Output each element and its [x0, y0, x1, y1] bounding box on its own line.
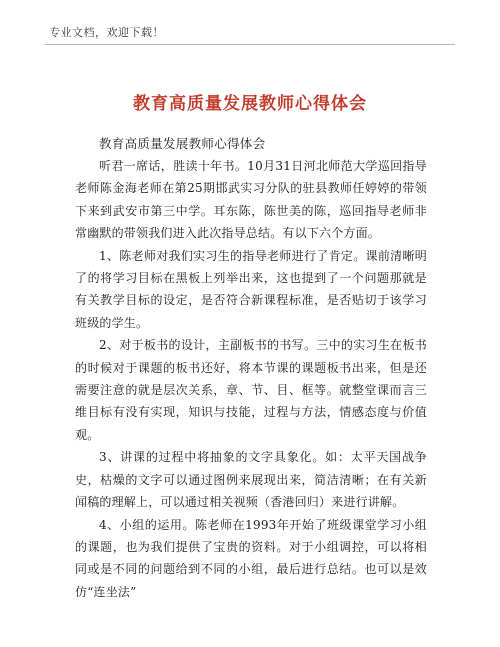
document-subtitle: 教育高质量发展教师心得体会 — [99, 136, 266, 151]
header-divider — [45, 44, 455, 45]
body-paragraph: 3、讲课的过程中将抽象的文字具象化。如：太平天国战争史，枯燥的文字可以通过图例来展现出来，简洁清晰；在有关新闻稿的理解上，可以通过相关视频（香港回归）来进行讲解。 — [75, 450, 427, 510]
body-paragraph: 听君一席话，胜读十年书。10月31日河北师范大学巡回指导老师陈金海老师在第25期邯武实习分队的驻县教师任婷婷的带领下来到武安市第三中学。耳东陈，陈世美的陈，巡回指导老师非常幽默的带领我们进入此次指导总结。有以下六个方面。 — [75, 159, 427, 241]
body-paragraph: 4、小组的运用。陈老师在1993年开始了班级课堂学习小组的课题，也为我们提供了宝贵的资料。对于小组调控，可以将相同或是不同的问题给到不同的小组，最后进行总结。也可以是效仿“连坐法” — [75, 517, 427, 599]
document-title: 教育高质量发展教师心得体会 — [133, 94, 367, 114]
body-paragraph: 1、陈老师对我们实习生的指导老师进行了肯定。课前清晰明了的将学习目标在黑板上列举出来，这也提到了一个问题那就是有关教学目标的设定，是否符合新课程标准，是否贴切于该学习班级的学生。 — [75, 248, 427, 330]
document-body — [75, 155, 427, 603]
header-note: 专业文档，欢迎下载！ — [49, 26, 164, 39]
body-paragraph: 2、对于板书的设计，主副板书的书写。三中的实习生在板书的时候对于课题的板书还好，将本节课的课题板书出来，但是还需要注意的就是层次关系，章、节、目、框等。就整堂课而言三维目标有没有实现，知识与技能，过程与方法，情感态度与价值观。 — [75, 338, 427, 442]
